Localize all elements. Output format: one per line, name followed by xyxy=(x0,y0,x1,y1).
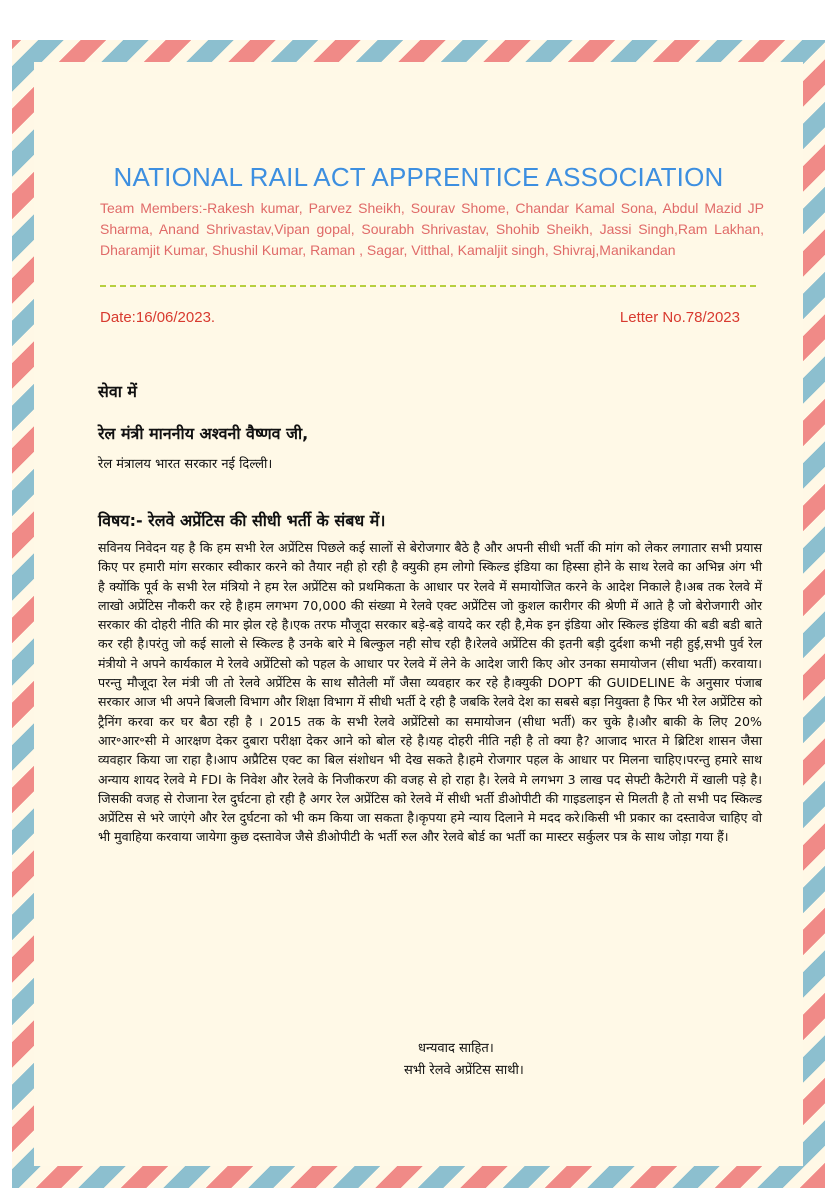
airmail-envelope-border xyxy=(12,40,825,1188)
letter-subject: विषय:- रेलवे अप्रेंटिस की सीधी भर्ती के संबध में। xyxy=(98,511,386,530)
header-divider xyxy=(100,285,756,287)
closing-thanks: धन्यवाद साहित। xyxy=(418,1041,494,1056)
recipient-name: रेल मंत्री माननीय अश्वनी वैष्णव जी, xyxy=(98,424,309,443)
letter-paper xyxy=(34,62,803,1166)
letter-date: Date:16/06/2023. xyxy=(100,309,216,326)
letter-number: Letter No.78/2023 xyxy=(619,309,740,326)
organization-title: NATIONAL RAIL ACT APPRENTICE ASSOCIATION xyxy=(113,162,724,192)
team-members-list: Team Members:-Rakesh kumar, Parvez Sheikh, Sourav Shome, Chandar Kamal Sona, Abdul Mazid JP Sharma, Anand Shrivastav,Vipan gopal, Sourabh Shrivastav, Shohib Sheikh, Jassi Singh,Ram Lakhan, Dharamjit Kumar, Shushil Kumar, Raman , Sagar, Vitthal, Kamaljit singh, Shivraj,Manikandan xyxy=(100,200,764,258)
closing-signature: सभी रेलवे अप्रेंटिस साथी। xyxy=(404,1063,524,1078)
recipient-office: रेल मंत्रालय भारत सरकार नई दिल्ली। xyxy=(98,457,273,472)
salutation: सेवा में xyxy=(98,382,137,401)
letter-body: सविनय निवेदन यह है कि हम सभी रेल अप्रेंटिस पिछले कई सालों से बेरोजगार बैठे है और अपनी सीधी भर्ती की मांग को लेकर लगातार सभी प्रयास किए पर हमारी मांग सरकार स्वीकार करने को तैयार नही हो रही है क्युकी हम लोगो स्किल्ड इंडिया का हिस्सा होने के साथ रेलवे का अभिन्न अंग भी है क्योंकि पूर्व के सभी रेल मंत्रियो ने हम रेल अप्रेंटिस को प्रथमिकता के आधार पर रेलवे में समायोजित करने के आदेश निकाले है।अब तक रेलवे में लाखो अप्रेंटिस नौकरी कर रहे है।हम लगभग 70,000 की संख्या मे रेलवे एक्ट अप्रेंटिस जो कुशल कारीगर की श्रेणी में आते है जो बेरोजगारी ओर सरकार की दोहरी नीति की मार झेल रहे है।एक तरफ मौजूदा सरकार बड़े-बड़े वायदे कर रही है,मेक इन इंडिया ओर स्किल्ड इंडिया की बडी बडी बाते कर रही है।परंतु जो कई सालो से स्किल्ड है उनके बारे मे बिल्कुल नही सोच रही है।रेलवे अप्रेंटिस की इतनी बड़ी दुर्दशा कभी नही हुई,सभी पुर्व रेल मंत्रीयो ने अपने कार्यकाल मे रेलवे अप्रेंटिसो को पहल के आधार पर रेलवे में लेने के आदेश जारी किए ओर उनका समायोजन (सीधा भर्ती) करवाया।परन्तु मौजूदा रेल मंत्री जी तो रेलवे अप्रेंटिस के साथ सौतेली माँ जैसा व्यवहार कर रहे है।क्युकी DOPT की GUIDELINE के अनुसार पंजाब सरकार आज भी अपने बिजली विभाग और शिक्षा विभाग में सीधी भर्ती दे रही है जबकि रेलवे देश का सबसे बड़ा नियुक्ता है फिर भी रेल अप्रेंटिस को ट्रैनिंग करवा कर घर बैठा रही है । 2015 तक के सभी रेलवे अप्रेंटिसो का समायोजन (सीधा भर्ती) कर चुके है।और बाकी के लिए 20% आर॰आर॰सी मे आरक्षण देकर दुबारा परीक्षा देकर आने को बोल रहे है।यह दोहरी नीति नही है तो क्या है? आजाद भारत मे ब्रिटिश शासन जैसा व्यवहार किया जा राहा है।आप अप्रैटिस एक्ट का बिल संशोधन भी देख सकते है।हमे रोजगार पहल के आधार पर मिलना चाहिए।परन्तु हमारे साथ अन्याय शायद रेलवे मे FDI के निवेश और रेलवे के निजीकरण की वजह से हो राहा है। रेलवे मे लगभग 3 लाख पद सेफ्टी कैटेगरी में खाली पड़े है।जिसकी वजह से रोजाना रेल दुर्घटना हो रही है अगर रेल अप्रेंटिस को रेलवे में सीधी भर्ती डीओपीटी की गाइडलाइन से मिलती है तो सभी पद स्किल्ड अप्रेंटिस से भरे जाएंगे और रेल दुर्घटना को भी कम किया जा सकता है।कृपया हमे न्याय दिलाने मे मदद करे।किसी भी प्रकार का दस्तावेज चाहिए वो भी मुवाहिया करवाया जायेगा कुछ दस्तावेज जैसे डीओपीटी के भर्ती रुल और रेलवे बोर्ड का भर्ती का मास्टर सर्कुलर पत्र के साथ जोड़ा गया हैं। xyxy=(98,540,762,845)
